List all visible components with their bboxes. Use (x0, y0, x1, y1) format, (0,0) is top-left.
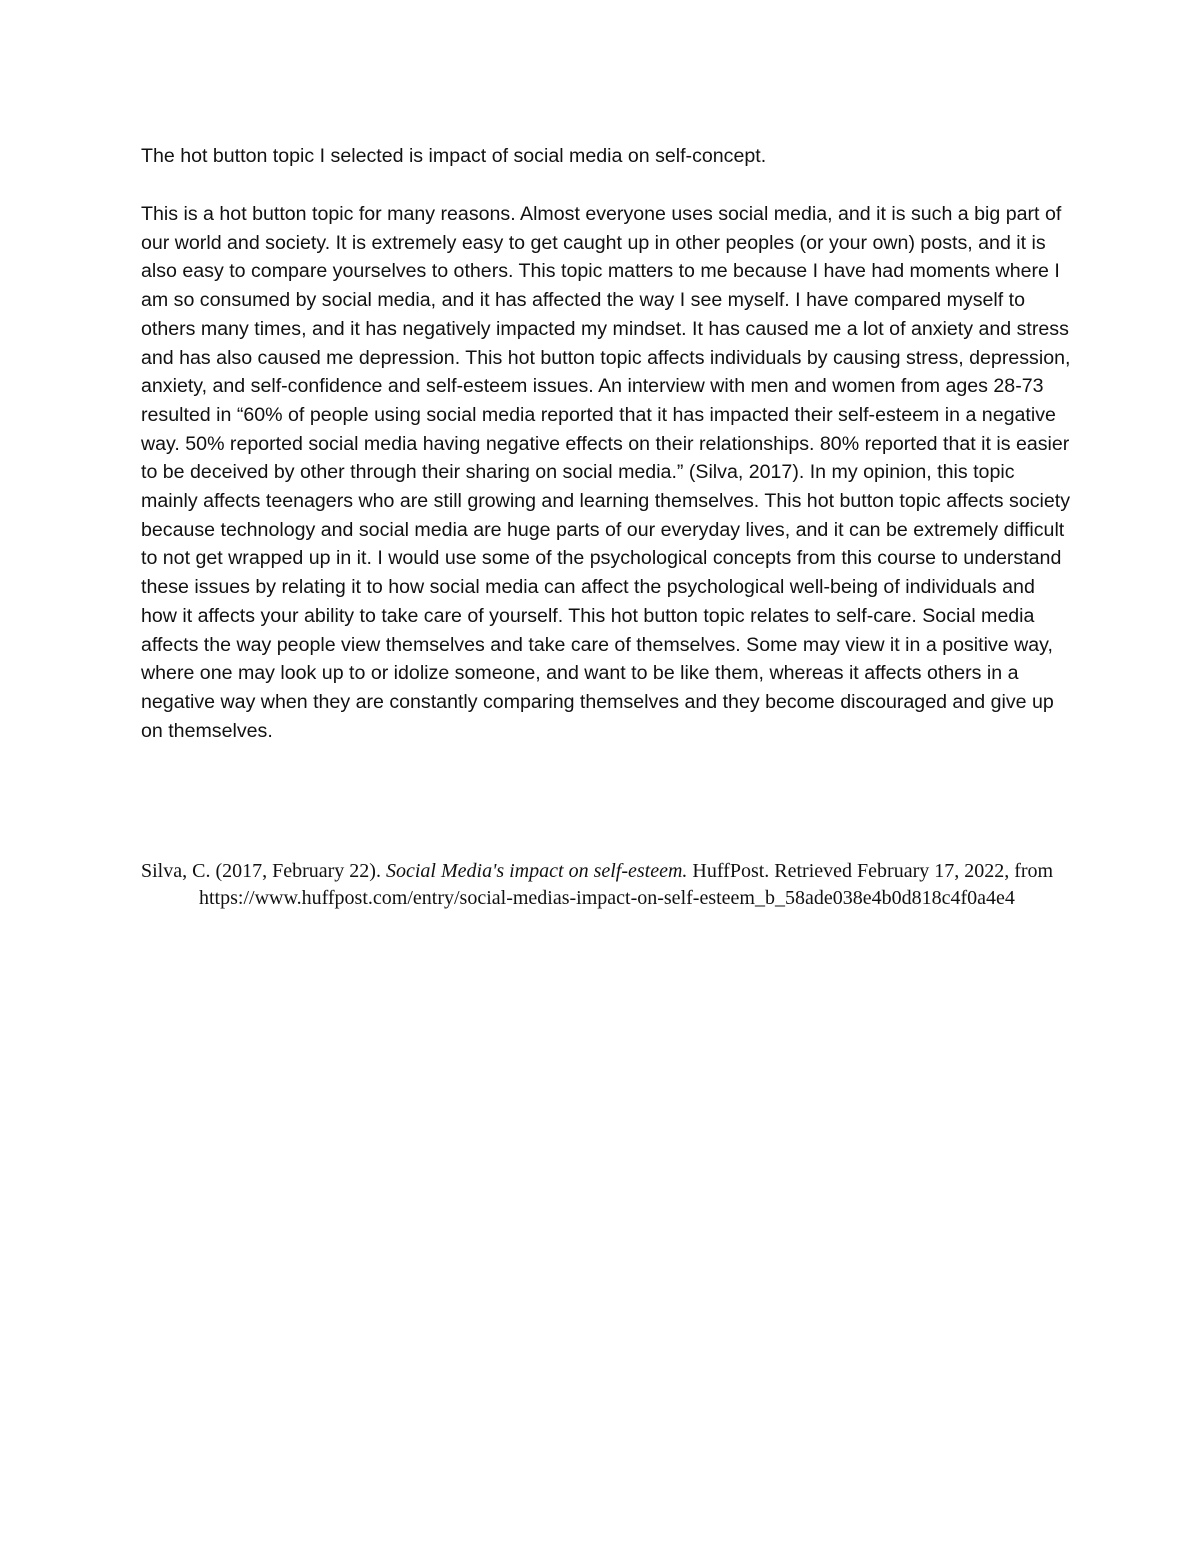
main-paragraph: This is a hot button topic for many reasons. Almost everyone uses social media, and it is such a big part of our world and society. It is extremely easy to get caught up in other peoples (or your own) posts, and it is also easy to compare yourselves to others. This topic matters to me because I have had moments where I am so consumed by social media, and it has affected the way I see myself. I have compared myself to others many times, and it has negatively impacted my mindset. It has caused me a lot of anxiety and stress and has also caused me depression. This hot button topic affects individuals by causing stress, depression, anxiety, and self-confidence and self-esteem issues. An interview with men and women from ages 28-73 resulted in “60% of people using social media reported that it has impacted their self-esteem in a negative way. 50% reported social media having negative effects on their relationships. 80% reported that it is easier to be deceived by other through their sharing on social media.” (Silva, 2017). In my opinion, this topic mainly affects teenagers who are still growing and learning themselves. This hot button topic affects society because technology and social media are huge parts of our everyday lives, and it can be extremely difficult to not get wrapped up in it. I would use some of the psychological concepts from this course to understand these issues by relating it to how social media can affect the psychological well-being of individuals and how it affects your ability to take care of yourself. This hot button topic relates to self-care. Social media affects the way people view themselves and take care of themselves. Some may view it in a positive way, where one may look up to or idolize someone, and want to be like them, whereas it affects others in a negative way when they are constantly comparing themselves and they become discouraged and give up on themselves. (141, 203, 1071, 742)
reference-title: Social Media's impact on self-esteem. (385, 860, 688, 882)
reference-source: HuffPost. Retrieved February 17, 2022, from https://www.huffpost.com/entry/social-medias-impact-on-self-esteem_b_58ade038e4b0d818c4f0a4e4 (199, 860, 1054, 909)
topic-sentence: The hot button topic I selected is impact of social media on self-concept. (141, 145, 767, 167)
reference-author-date: Silva, C. (2017, February 22). (141, 860, 386, 882)
reference-entry (141, 858, 1079, 912)
